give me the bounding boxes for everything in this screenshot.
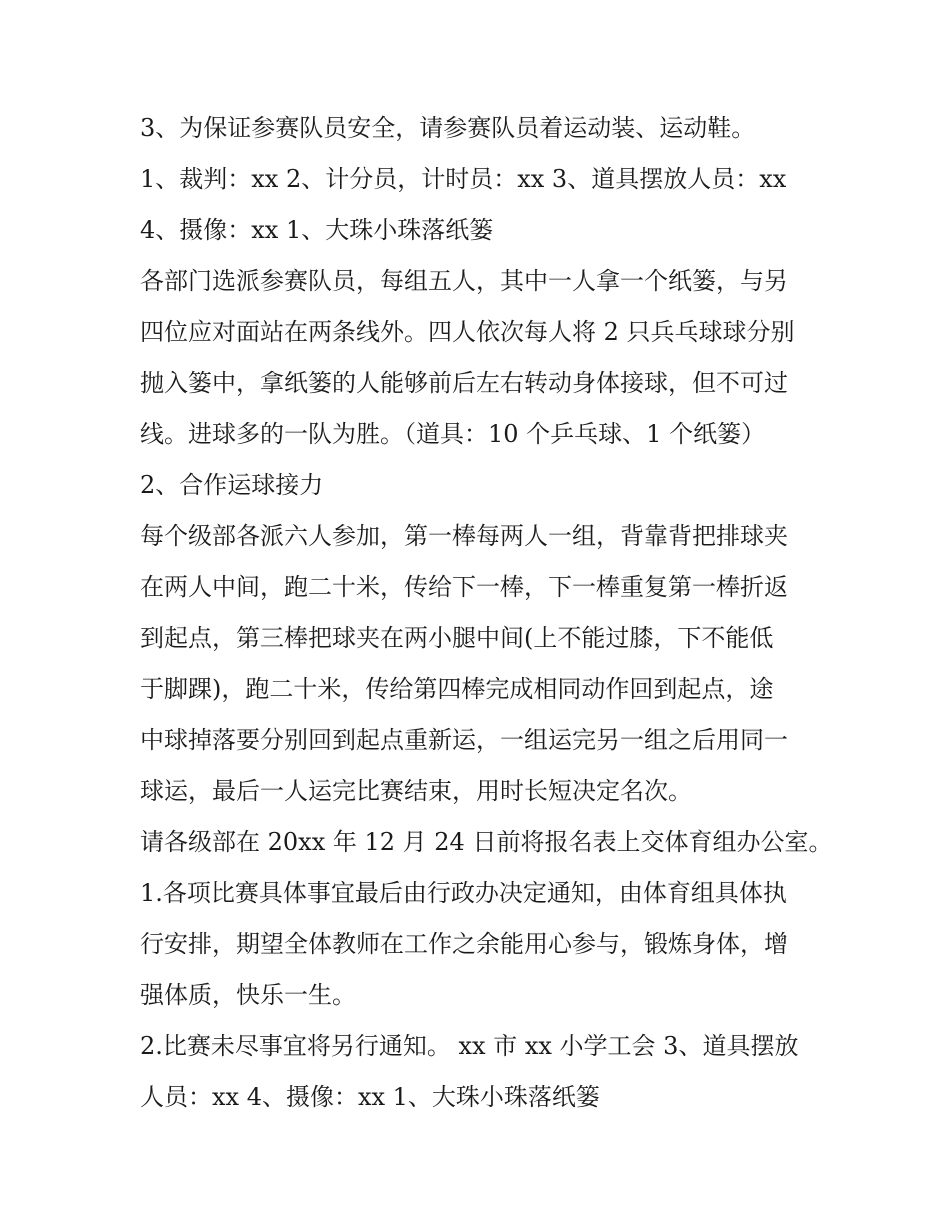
text-line: 线。进球多的一队为胜。（道具：10 个乒乓球、1 个纸篓） (140, 420, 766, 448)
text-line: 4、摄像：xx 1、大珠小珠落纸篓 (140, 216, 494, 244)
text-line: 到起点，第三棒把球夹在两小腿中间(上不能过膝，下不能低 (140, 624, 774, 652)
text-line: 1.各项比赛具体事宜最后由行政办决定通知，由体育组具体执 (140, 879, 787, 907)
text-line: 3、为保证参赛队员安全，请参赛队员着运动装、运动鞋。 (140, 114, 756, 142)
text-line: 中球掉落要分别回到起点重新运，一组运完另一组之后用同一 (140, 726, 788, 754)
text-line: 于脚踝)，跑二十米，传给第四棒完成相同动作回到起点，途 (140, 675, 774, 703)
text-line: 行安排，期望全体教师在工作之余能用心参与，锻炼身体，增 (140, 930, 788, 958)
text-line: 1、裁判：xx 2、计分员，计时员：xx 3、道具摆放人员：xx (140, 165, 787, 193)
text-line: 抛入篓中，拿纸篓的人能够前后左右转动身体接球，但不可过 (140, 369, 788, 397)
text-line: 强体质，快乐一生。 (140, 981, 356, 1009)
text-line: 球运，最后一人运完比赛结束，用时长短决定名次。 (140, 777, 692, 805)
text-line: 四位应对面站在两条线外。四人依次每人将 2 只兵乓球球分别 (140, 318, 795, 346)
text-line: 在两人中间，跑二十米，传给下一棒，下一棒重复第一棒折返 (140, 573, 788, 601)
text-line: 请各级部在 20xx 年 12 月 24 日前将报名表上交体育组办公室。 (140, 828, 833, 856)
text-line: 2.比赛未尽事宜将另行通知。 xx 市 xx 小学工会 3、道具摆放 (140, 1032, 799, 1060)
text-line: 每个级部各派六人参加，第一棒每两人一组，背靠背把排球夹 (140, 522, 788, 550)
text-line: 人员：xx 4、摄像：xx 1、大珠小珠落纸篓 (140, 1083, 600, 1111)
text-line: 2、合作运球接力 (140, 471, 324, 499)
text-line: 各部门选派参赛队员，每组五人，其中一人拿一个纸篓，与另 (140, 267, 788, 295)
document-body (140, 103, 833, 1123)
